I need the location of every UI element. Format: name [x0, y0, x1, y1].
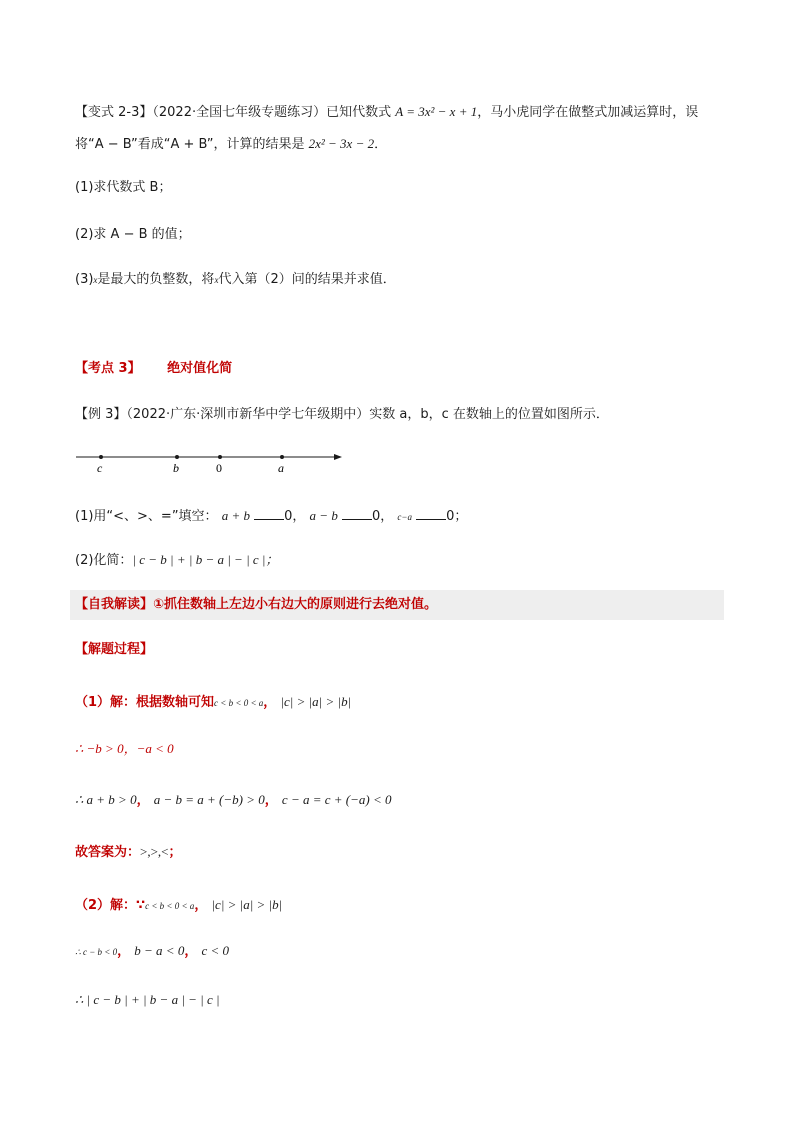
q3-num: (3) [75, 272, 94, 287]
q3-text: 是最大的负整数，将 [97, 272, 215, 287]
self-read [75, 595, 437, 615]
kaodian-tag: 【考点 3】 [75, 361, 141, 376]
example-text: 实数 a，b，c 在数轴上的位置如图所示． [369, 407, 609, 422]
s1-abs: |c| > |a| > |b| [280, 694, 352, 709]
variant-line2-text: 将“A − B”看成“A + B”，计算的结果是 [75, 137, 305, 152]
p1-zero-3: 0； [446, 509, 468, 524]
blank-3 [416, 507, 446, 520]
point-zero [218, 455, 222, 459]
solution-step-4 [75, 895, 282, 916]
s1-label: （1）解：根据数轴可知 [75, 695, 215, 710]
s3-expr-c: c − a = c + (−a) < 0 [281, 792, 392, 807]
p1-zero-2: 0， [371, 509, 394, 524]
p1-text: (1)用“<、>、=”填空： [75, 509, 218, 524]
p2-text: (2)化简： [75, 553, 133, 568]
s5-expr-c: c < 0 [201, 943, 230, 958]
variant-tag: 【变式 2-3】 [75, 105, 153, 120]
s1-expr: c < b < 0 < a [214, 698, 264, 708]
solution-heading: 【解题过程】 [75, 642, 154, 657]
q3-x1: x [93, 275, 98, 285]
example-line [75, 405, 609, 425]
q3-x2: x [214, 275, 219, 285]
s6-expr: ∴ | c − b | + | b − a | − | c | [75, 992, 220, 1007]
example-source: （2022·广东·深圳市新华中学七年级期中） [126, 407, 370, 422]
solution-step-6 [75, 990, 220, 1011]
blank-2 [342, 507, 372, 520]
s5-expr-a: ∴ c − b < 0 [75, 947, 118, 957]
variant-source: （2022·全国七年级专题练习） [152, 105, 327, 120]
variant-text-b: ，马小虎同学在做整式加减运算时，误 [477, 105, 699, 120]
blank-1 [254, 507, 284, 520]
point-a [280, 455, 284, 459]
solution-step-1 [75, 692, 351, 713]
p1-expr-1: a + b [221, 508, 250, 523]
answer-label: 故答案为： [75, 845, 141, 860]
variant-line-2 [75, 134, 387, 155]
solution-step-2 [75, 739, 174, 760]
question-1: (1)求代数式 B； [75, 180, 172, 195]
s4-label: （2）解：∵ [75, 898, 146, 913]
label-zero: 0 [216, 461, 222, 475]
number-line [74, 446, 346, 476]
s4-abs: |c| > |a| > |b| [211, 897, 283, 912]
p1-zero-1: 0， [284, 509, 306, 524]
solution-step-3 [75, 790, 391, 811]
s4-comma: ， [194, 898, 208, 913]
s3-expr-a: ∴ a + b > 0 [75, 792, 137, 807]
label-c: c [97, 461, 103, 475]
variant-line2-end: ． [374, 137, 388, 152]
answer-end: ； [168, 845, 182, 860]
label-a: a [278, 461, 284, 475]
s2-expr: ∴ −b > 0，−a < 0 [75, 741, 174, 756]
s5-expr-b: b − a < 0 [134, 943, 185, 958]
self-read-text: ①抓住数轴上左边小右边大的原则进行去绝对值。 [153, 597, 438, 612]
point-c [99, 455, 103, 459]
answer-value: >,>,< [140, 844, 169, 859]
variant-line-1 [75, 102, 698, 123]
variant-text: 已知代数式 [326, 105, 392, 120]
point-b [175, 455, 179, 459]
s3-comma-2: ， [264, 793, 278, 808]
example-tag: 【例 3】 [75, 407, 127, 422]
p2-expr: | c − b | + | b − a | − | c |； [132, 552, 279, 567]
result-expr: 2x² − 3x − 2 [308, 136, 375, 151]
fill-blank-question [75, 506, 467, 527]
p1-expr-2: a − b [309, 508, 338, 523]
solution-step-5 [75, 941, 229, 962]
p1-expr-3: c−a [397, 512, 412, 522]
s4-expr: c < b < 0 < a [145, 901, 195, 911]
question-2: (2)求 A − B 的值； [75, 227, 191, 242]
expr-a: A = 3x² − x + 1 [395, 104, 478, 119]
q3-text-2: 代入第（2）问的结果并求值． [218, 272, 396, 287]
s1-comma: ， [263, 695, 277, 710]
kaodian-title: 绝对值化简 [167, 361, 233, 376]
kaodian-heading [75, 359, 232, 379]
answer-line [75, 842, 182, 863]
s3-comma-1: ， [136, 793, 150, 808]
self-read-tag: 【自我解读】 [75, 597, 154, 612]
question-3 [75, 270, 396, 290]
s5-comma-2: ， [184, 944, 198, 959]
s5-comma-1: ， [117, 944, 131, 959]
simplify-question [75, 550, 279, 571]
s3-expr-b: a − b = a + (−b) > 0 [153, 792, 265, 807]
label-b: b [173, 461, 179, 475]
